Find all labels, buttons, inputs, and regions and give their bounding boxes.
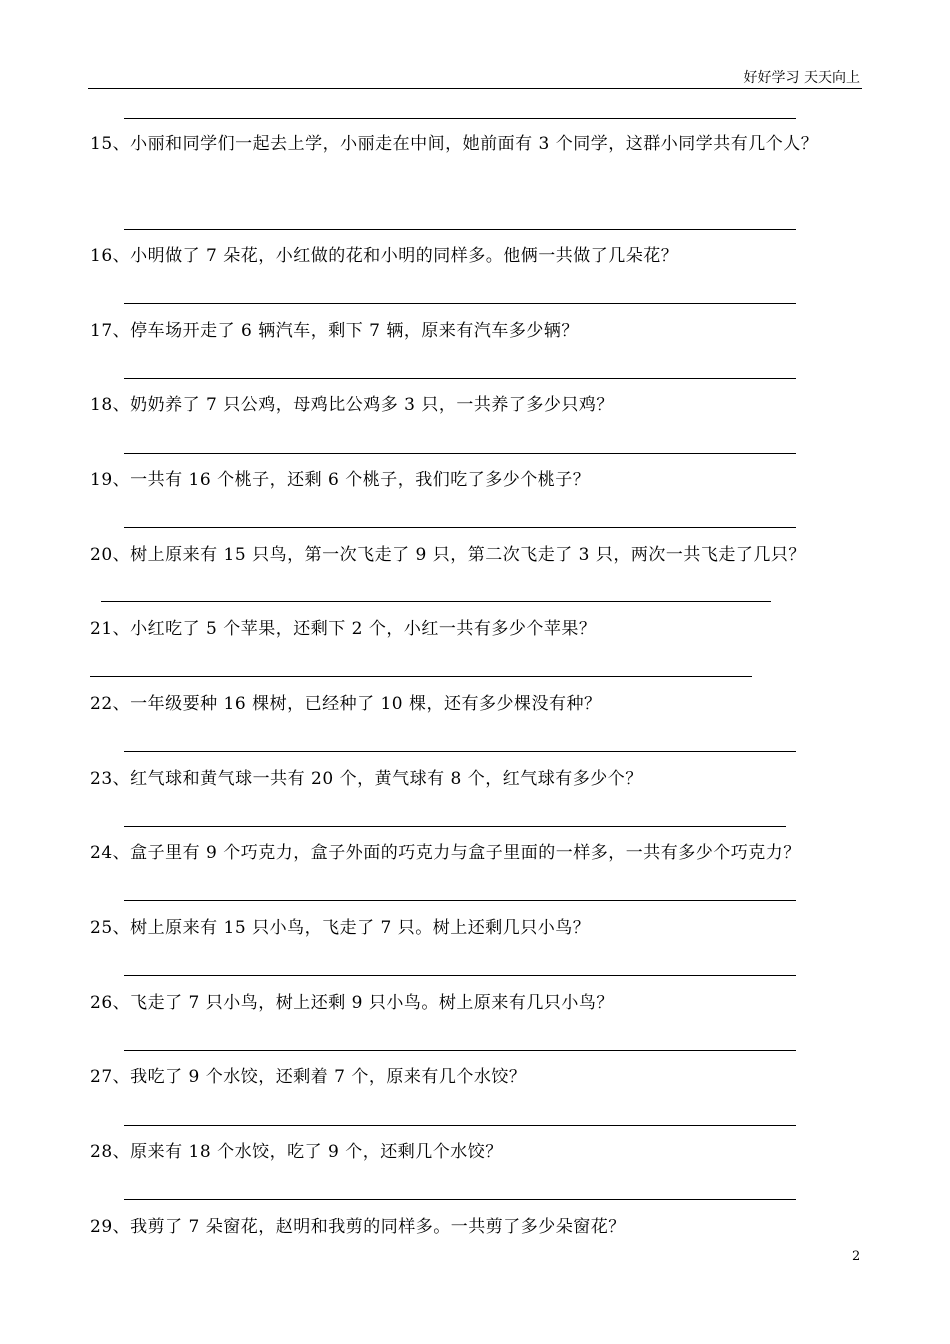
page-number: 2: [852, 1249, 861, 1264]
question-25: 25、树上原来有 15 只小鸟，飞走了 7 只。树上还剩几只小鸟？: [90, 918, 591, 938]
question-27: 27、我吃了 9 个水饺，还剩着 7 个，原来有几个水饺？: [90, 1067, 527, 1087]
question-20: 20、树上原来有 15 只鸟，第一次飞走了 9 只，第二次飞走了 3 只，两次一共飞走了几只？: [90, 545, 806, 565]
answer-line[interactable]: [124, 826, 786, 827]
answer-line[interactable]: [124, 303, 796, 304]
answer-line[interactable]: [124, 1050, 796, 1051]
answer-line[interactable]: [124, 527, 796, 528]
answer-line[interactable]: [124, 900, 796, 901]
answer-line[interactable]: [124, 453, 796, 454]
answer-line[interactable]: [124, 751, 796, 752]
answer-line[interactable]: [124, 1199, 796, 1200]
question-17: 17、停车场开走了 6 辆汽车，剩下 7 辆，原来有汽车多少辆？: [90, 321, 579, 341]
answer-line[interactable]: [124, 378, 796, 379]
question-19: 19、一共有 16 个桃子，还剩 6 个桃子，我们吃了多少个桃子？: [90, 470, 591, 490]
question-21: 21、小红吃了 5 个苹果，还剩下 2 个，小红一共有多少个苹果？: [90, 619, 597, 639]
answer-line[interactable]: [124, 1125, 796, 1126]
answer-line[interactable]: [124, 229, 796, 230]
question-23: 23、红气球和黄气球一共有 20 个，黄气球有 8 个，红气球有多少个？: [90, 769, 643, 789]
question-24: 24、盒子里有 9 个巧克力，盒子外面的巧克力与盒子里面的一样多，一共有多少个巧克力？: [90, 843, 801, 863]
question-26: 26、飞走了 7 只小鸟，树上还剩 9 只小鸟。树上原来有几只小鸟？: [90, 993, 614, 1013]
answer-line[interactable]: [124, 118, 796, 119]
answer-line[interactable]: [124, 975, 796, 976]
answer-line[interactable]: [90, 676, 752, 677]
question-15: 15、小丽和同学们一起去上学，小丽走在中间，她前面有 3 个同学，这群小同学共有几个人？: [90, 134, 819, 154]
question-29: 29、我剪了 7 朵窗花，赵明和我剪的同样多。一共剪了多少朵窗花？: [90, 1217, 626, 1237]
header-rule: [88, 88, 862, 89]
question-16: 16、小明做了 7 朵花，小红做的花和小明的同样多。他俩一共做了几朵花？: [90, 246, 679, 266]
question-28: 28、原来有 18 个水饺，吃了 9 个，还剩几个水饺？: [90, 1142, 503, 1162]
answer-line[interactable]: [101, 601, 771, 602]
question-22: 22、一年级要种 16 棵树，已经种了 10 棵，还有多少棵没有种？: [90, 694, 602, 714]
question-18: 18、奶奶养了 7 只公鸡，母鸡比公鸡多 3 只，一共养了多少只鸡？: [90, 395, 614, 415]
header-motto: 好好学习 天天向上: [743, 70, 860, 86]
